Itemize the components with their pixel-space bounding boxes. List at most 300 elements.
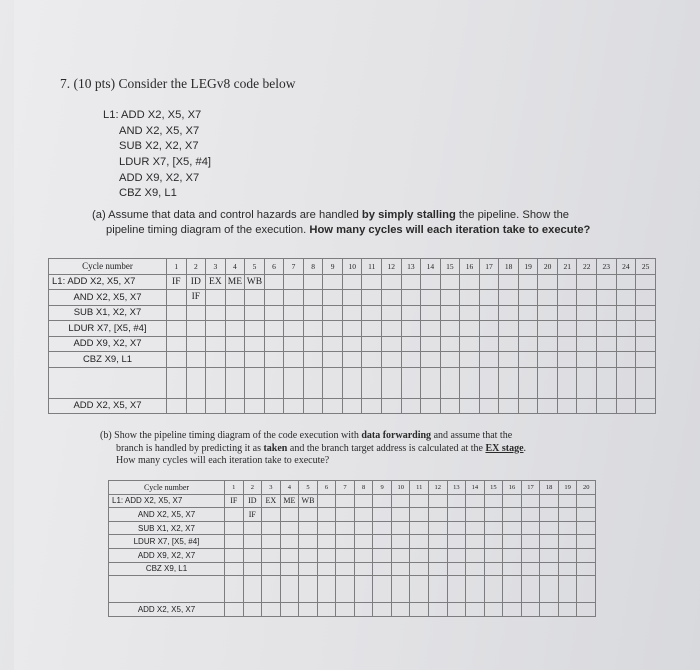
- stage-cell[interactable]: [373, 548, 392, 562]
- stage-cell[interactable]: [401, 336, 421, 352]
- stage-cell[interactable]: [186, 398, 206, 414]
- stage-cell[interactable]: [429, 562, 448, 576]
- stage-cell[interactable]: [410, 603, 429, 617]
- stage-cell[interactable]: [317, 494, 336, 508]
- stage-cell[interactable]: [167, 352, 187, 368]
- stage-cell[interactable]: [440, 352, 460, 368]
- stage-cell[interactable]: [167, 290, 187, 306]
- stage-cell[interactable]: [597, 321, 617, 337]
- stage-cell[interactable]: [303, 274, 323, 290]
- stage-cell[interactable]: [499, 321, 519, 337]
- stage-cell[interactable]: [299, 535, 318, 549]
- stage-cell[interactable]: [317, 535, 336, 549]
- stage-cell[interactable]: [225, 336, 245, 352]
- stage-cell[interactable]: [503, 494, 522, 508]
- stage-cell[interactable]: [264, 274, 284, 290]
- stage-cell[interactable]: [558, 603, 577, 617]
- stage-cell[interactable]: [636, 321, 656, 337]
- stage-cell[interactable]: [336, 508, 355, 522]
- stage-cell[interactable]: [225, 521, 244, 535]
- stage-cell[interactable]: [503, 535, 522, 549]
- stage-cell[interactable]: [373, 535, 392, 549]
- stage-cell[interactable]: [167, 305, 187, 321]
- stage-cell[interactable]: [577, 562, 596, 576]
- stage-cell[interactable]: [167, 336, 187, 352]
- stage-cell[interactable]: [410, 535, 429, 549]
- stage-cell[interactable]: [323, 274, 343, 290]
- stage-cell[interactable]: [447, 603, 466, 617]
- stage-cell[interactable]: [206, 398, 226, 414]
- stage-cell[interactable]: [577, 508, 596, 522]
- stage-cell[interactable]: [447, 548, 466, 562]
- stage-cell[interactable]: IF: [167, 274, 187, 290]
- stage-cell[interactable]: [373, 562, 392, 576]
- stage-cell[interactable]: [466, 576, 485, 603]
- stage-cell[interactable]: [538, 398, 558, 414]
- stage-cell[interactable]: [577, 576, 596, 603]
- stage-cell[interactable]: [391, 535, 410, 549]
- stage-cell[interactable]: [503, 603, 522, 617]
- stage-cell[interactable]: [538, 367, 558, 398]
- stage-cell[interactable]: [167, 367, 187, 398]
- stage-cell[interactable]: [167, 398, 187, 414]
- stage-cell[interactable]: [597, 290, 617, 306]
- stage-cell[interactable]: [186, 336, 206, 352]
- stage-cell[interactable]: [382, 305, 402, 321]
- stage-cell[interactable]: [206, 336, 226, 352]
- stage-cell[interactable]: [479, 305, 499, 321]
- stage-cell[interactable]: [540, 535, 559, 549]
- stage-cell[interactable]: [558, 535, 577, 549]
- stage-cell[interactable]: [538, 352, 558, 368]
- stage-cell[interactable]: [479, 321, 499, 337]
- stage-cell[interactable]: ID: [243, 494, 262, 508]
- stage-cell[interactable]: [421, 398, 441, 414]
- stage-cell[interactable]: [636, 398, 656, 414]
- stage-cell[interactable]: [616, 398, 636, 414]
- stage-cell[interactable]: [206, 367, 226, 398]
- stage-cell[interactable]: [382, 336, 402, 352]
- stage-cell[interactable]: [225, 535, 244, 549]
- stage-cell[interactable]: [167, 321, 187, 337]
- stage-cell[interactable]: [323, 367, 343, 398]
- stage-cell[interactable]: [597, 367, 617, 398]
- stage-cell[interactable]: [391, 521, 410, 535]
- stage-cell[interactable]: [421, 274, 441, 290]
- stage-cell[interactable]: [540, 494, 559, 508]
- stage-cell[interactable]: [354, 576, 373, 603]
- stage-cell[interactable]: [577, 305, 597, 321]
- stage-cell[interactable]: [421, 352, 441, 368]
- stage-cell[interactable]: [421, 321, 441, 337]
- stage-cell[interactable]: [429, 548, 448, 562]
- stage-cell[interactable]: [373, 508, 392, 522]
- stage-cell[interactable]: [280, 548, 299, 562]
- stage-cell[interactable]: [460, 305, 480, 321]
- stage-cell[interactable]: [484, 562, 503, 576]
- stage-cell[interactable]: [503, 521, 522, 535]
- stage-cell[interactable]: [342, 274, 362, 290]
- stage-cell[interactable]: [636, 290, 656, 306]
- stage-cell[interactable]: [280, 508, 299, 522]
- stage-cell[interactable]: [521, 494, 540, 508]
- stage-cell[interactable]: [262, 508, 281, 522]
- stage-cell[interactable]: [317, 548, 336, 562]
- stage-cell[interactable]: [336, 576, 355, 603]
- stage-cell[interactable]: [391, 494, 410, 508]
- stage-cell[interactable]: [245, 290, 265, 306]
- stage-cell[interactable]: [354, 562, 373, 576]
- stage-cell[interactable]: [186, 321, 206, 337]
- stage-cell[interactable]: [521, 548, 540, 562]
- stage-cell[interactable]: [538, 290, 558, 306]
- stage-cell[interactable]: [245, 398, 265, 414]
- stage-cell[interactable]: [323, 321, 343, 337]
- stage-cell[interactable]: [558, 548, 577, 562]
- stage-cell[interactable]: [521, 603, 540, 617]
- stage-cell[interactable]: [225, 321, 245, 337]
- stage-cell[interactable]: [518, 290, 538, 306]
- stage-cell[interactable]: [317, 562, 336, 576]
- stage-cell[interactable]: [540, 603, 559, 617]
- stage-cell[interactable]: [410, 521, 429, 535]
- stage-cell[interactable]: [284, 398, 304, 414]
- stage-cell[interactable]: EX: [262, 494, 281, 508]
- stage-cell[interactable]: [484, 508, 503, 522]
- stage-cell[interactable]: [401, 398, 421, 414]
- stage-cell[interactable]: [323, 398, 343, 414]
- stage-cell[interactable]: [636, 336, 656, 352]
- stage-cell[interactable]: [577, 603, 596, 617]
- stage-cell[interactable]: [484, 521, 503, 535]
- stage-cell[interactable]: [299, 576, 318, 603]
- stage-cell[interactable]: [410, 562, 429, 576]
- stage-cell[interactable]: [354, 494, 373, 508]
- stage-cell[interactable]: [521, 508, 540, 522]
- stage-cell[interactable]: [303, 336, 323, 352]
- stage-cell[interactable]: [440, 274, 460, 290]
- stage-cell[interactable]: [245, 305, 265, 321]
- stage-cell[interactable]: [362, 321, 382, 337]
- stage-cell[interactable]: [518, 367, 538, 398]
- stage-cell[interactable]: [401, 274, 421, 290]
- stage-cell[interactable]: [401, 367, 421, 398]
- stage-cell[interactable]: [382, 367, 402, 398]
- stage-cell[interactable]: [577, 548, 596, 562]
- stage-cell[interactable]: [373, 576, 392, 603]
- stage-cell[interactable]: [280, 576, 299, 603]
- stage-cell[interactable]: [280, 521, 299, 535]
- stage-cell[interactable]: [503, 562, 522, 576]
- stage-cell[interactable]: [616, 305, 636, 321]
- stage-cell[interactable]: [429, 603, 448, 617]
- stage-cell[interactable]: [466, 494, 485, 508]
- stage-cell[interactable]: IF: [225, 494, 244, 508]
- stage-cell[interactable]: [616, 274, 636, 290]
- stage-cell[interactable]: [540, 576, 559, 603]
- stage-cell[interactable]: [206, 321, 226, 337]
- stage-cell[interactable]: [284, 290, 304, 306]
- stage-cell[interactable]: [243, 562, 262, 576]
- stage-cell[interactable]: [354, 548, 373, 562]
- stage-cell[interactable]: IF: [186, 290, 206, 306]
- stage-cell[interactable]: [186, 367, 206, 398]
- stage-cell[interactable]: [362, 336, 382, 352]
- stage-cell[interactable]: [577, 367, 597, 398]
- stage-cell[interactable]: [186, 305, 206, 321]
- stage-cell[interactable]: [382, 274, 402, 290]
- stage-cell[interactable]: [342, 336, 362, 352]
- stage-cell[interactable]: [460, 367, 480, 398]
- stage-cell[interactable]: [466, 603, 485, 617]
- stage-cell[interactable]: [299, 508, 318, 522]
- stage-cell[interactable]: [518, 305, 538, 321]
- stage-cell[interactable]: [557, 367, 577, 398]
- stage-cell[interactable]: [262, 535, 281, 549]
- stage-cell[interactable]: [577, 398, 597, 414]
- stage-cell[interactable]: [303, 305, 323, 321]
- stage-cell[interactable]: [284, 367, 304, 398]
- stage-cell[interactable]: [597, 274, 617, 290]
- stage-cell[interactable]: [440, 290, 460, 306]
- stage-cell[interactable]: [466, 508, 485, 522]
- stage-cell[interactable]: [616, 367, 636, 398]
- stage-cell[interactable]: [558, 562, 577, 576]
- stage-cell[interactable]: [597, 305, 617, 321]
- stage-cell[interactable]: [225, 576, 244, 603]
- stage-cell[interactable]: [499, 274, 519, 290]
- stage-cell[interactable]: [558, 521, 577, 535]
- stage-cell[interactable]: [440, 336, 460, 352]
- stage-cell[interactable]: [479, 352, 499, 368]
- stage-cell[interactable]: [225, 398, 245, 414]
- stage-cell[interactable]: [299, 603, 318, 617]
- stage-cell[interactable]: [354, 508, 373, 522]
- stage-cell[interactable]: [225, 290, 245, 306]
- stage-cell[interactable]: [466, 535, 485, 549]
- stage-cell[interactable]: [479, 398, 499, 414]
- stage-cell[interactable]: [342, 321, 362, 337]
- stage-cell[interactable]: [557, 321, 577, 337]
- stage-cell[interactable]: [225, 305, 245, 321]
- stage-cell[interactable]: [557, 274, 577, 290]
- stage-cell[interactable]: [303, 367, 323, 398]
- stage-cell[interactable]: [262, 576, 281, 603]
- stage-cell[interactable]: [518, 336, 538, 352]
- stage-cell[interactable]: [484, 603, 503, 617]
- stage-cell[interactable]: WB: [299, 494, 318, 508]
- stage-cell[interactable]: [373, 603, 392, 617]
- stage-cell[interactable]: [336, 603, 355, 617]
- stage-cell[interactable]: [245, 352, 265, 368]
- stage-cell[interactable]: [280, 562, 299, 576]
- stage-cell[interactable]: [440, 398, 460, 414]
- stage-cell[interactable]: [460, 352, 480, 368]
- stage-cell[interactable]: [410, 508, 429, 522]
- stage-cell[interactable]: [499, 367, 519, 398]
- stage-cell[interactable]: [518, 398, 538, 414]
- stage-cell[interactable]: [284, 274, 304, 290]
- stage-cell[interactable]: [317, 508, 336, 522]
- stage-cell[interactable]: [243, 548, 262, 562]
- stage-cell[interactable]: [317, 603, 336, 617]
- stage-cell[interactable]: [499, 336, 519, 352]
- stage-cell[interactable]: [460, 398, 480, 414]
- stage-cell[interactable]: [557, 398, 577, 414]
- stage-cell[interactable]: [317, 521, 336, 535]
- stage-cell[interactable]: [373, 494, 392, 508]
- stage-cell[interactable]: [243, 521, 262, 535]
- stage-cell[interactable]: [323, 336, 343, 352]
- stage-cell[interactable]: [323, 305, 343, 321]
- stage-cell[interactable]: [410, 576, 429, 603]
- stage-cell[interactable]: [280, 535, 299, 549]
- stage-cell[interactable]: [382, 352, 402, 368]
- stage-cell[interactable]: [521, 535, 540, 549]
- stage-cell[interactable]: [264, 367, 284, 398]
- stage-cell[interactable]: [484, 494, 503, 508]
- stage-cell[interactable]: [421, 336, 441, 352]
- stage-cell[interactable]: [616, 290, 636, 306]
- stage-cell[interactable]: [225, 352, 245, 368]
- stage-cell[interactable]: IF: [243, 508, 262, 522]
- stage-cell[interactable]: [401, 305, 421, 321]
- stage-cell[interactable]: [262, 521, 281, 535]
- stage-cell[interactable]: [342, 305, 362, 321]
- stage-cell[interactable]: [362, 274, 382, 290]
- stage-cell[interactable]: [245, 367, 265, 398]
- stage-cell[interactable]: [336, 562, 355, 576]
- stage-cell[interactable]: [262, 562, 281, 576]
- stage-cell[interactable]: [421, 367, 441, 398]
- stage-cell[interactable]: [410, 548, 429, 562]
- stage-cell[interactable]: [421, 290, 441, 306]
- stage-cell[interactable]: [206, 290, 226, 306]
- stage-cell[interactable]: [264, 336, 284, 352]
- stage-cell[interactable]: [206, 305, 226, 321]
- stage-cell[interactable]: [518, 352, 538, 368]
- stage-cell[interactable]: [299, 548, 318, 562]
- stage-cell[interactable]: [447, 508, 466, 522]
- stage-cell[interactable]: [225, 562, 244, 576]
- stage-cell[interactable]: [597, 352, 617, 368]
- stage-cell[interactable]: [303, 321, 323, 337]
- stage-cell[interactable]: ID: [186, 274, 206, 290]
- stage-cell[interactable]: [243, 535, 262, 549]
- stage-cell[interactable]: [336, 521, 355, 535]
- stage-cell[interactable]: [429, 576, 448, 603]
- stage-cell[interactable]: [557, 352, 577, 368]
- stage-cell[interactable]: [484, 535, 503, 549]
- stage-cell[interactable]: [401, 352, 421, 368]
- stage-cell[interactable]: [460, 290, 480, 306]
- stage-cell[interactable]: [538, 305, 558, 321]
- stage-cell[interactable]: [616, 336, 636, 352]
- stage-cell[interactable]: [479, 290, 499, 306]
- stage-cell[interactable]: [499, 290, 519, 306]
- stage-cell[interactable]: [538, 321, 558, 337]
- stage-cell[interactable]: [503, 508, 522, 522]
- stage-cell[interactable]: [636, 305, 656, 321]
- stage-cell[interactable]: [264, 290, 284, 306]
- stage-cell[interactable]: [460, 274, 480, 290]
- stage-cell[interactable]: [264, 398, 284, 414]
- stage-cell[interactable]: [225, 603, 244, 617]
- stage-cell[interactable]: [245, 336, 265, 352]
- stage-cell[interactable]: [577, 521, 596, 535]
- stage-cell[interactable]: [206, 352, 226, 368]
- stage-cell[interactable]: [484, 548, 503, 562]
- stage-cell[interactable]: [429, 508, 448, 522]
- stage-cell[interactable]: [336, 535, 355, 549]
- stage-cell[interactable]: [616, 321, 636, 337]
- stage-cell[interactable]: [538, 274, 558, 290]
- stage-cell[interactable]: [299, 521, 318, 535]
- stage-cell[interactable]: [262, 548, 281, 562]
- stage-cell[interactable]: [354, 535, 373, 549]
- stage-cell[interactable]: [538, 336, 558, 352]
- stage-cell[interactable]: [323, 290, 343, 306]
- stage-cell[interactable]: [540, 521, 559, 535]
- stage-cell[interactable]: [577, 336, 597, 352]
- stage-cell[interactable]: [460, 336, 480, 352]
- stage-cell[interactable]: EX: [206, 274, 226, 290]
- stage-cell[interactable]: [447, 494, 466, 508]
- stage-cell[interactable]: [245, 321, 265, 337]
- stage-cell[interactable]: [264, 305, 284, 321]
- stage-cell[interactable]: [342, 352, 362, 368]
- stage-cell[interactable]: [447, 521, 466, 535]
- stage-cell[interactable]: [336, 548, 355, 562]
- stage-cell[interactable]: [558, 508, 577, 522]
- stage-cell[interactable]: [447, 576, 466, 603]
- stage-cell[interactable]: [264, 321, 284, 337]
- stage-cell[interactable]: [429, 535, 448, 549]
- stage-cell[interactable]: [323, 352, 343, 368]
- stage-cell[interactable]: [429, 494, 448, 508]
- stage-cell[interactable]: [382, 321, 402, 337]
- stage-cell[interactable]: [503, 576, 522, 603]
- stage-cell[interactable]: [299, 562, 318, 576]
- stage-cell[interactable]: [429, 521, 448, 535]
- stage-cell[interactable]: [262, 603, 281, 617]
- stage-cell[interactable]: [521, 521, 540, 535]
- stage-cell[interactable]: [447, 535, 466, 549]
- stage-cell[interactable]: [636, 274, 656, 290]
- stage-cell[interactable]: [382, 290, 402, 306]
- stage-cell[interactable]: [303, 352, 323, 368]
- stage-cell[interactable]: [354, 603, 373, 617]
- stage-cell[interactable]: [440, 321, 460, 337]
- stage-cell[interactable]: [518, 274, 538, 290]
- stage-cell[interactable]: [440, 305, 460, 321]
- stage-cell[interactable]: [391, 562, 410, 576]
- stage-cell[interactable]: [264, 352, 284, 368]
- stage-cell[interactable]: [284, 336, 304, 352]
- stage-cell[interactable]: [597, 336, 617, 352]
- stage-cell[interactable]: [303, 398, 323, 414]
- stage-cell[interactable]: [499, 352, 519, 368]
- stage-cell[interactable]: [447, 562, 466, 576]
- stage-cell[interactable]: [636, 367, 656, 398]
- stage-cell[interactable]: [557, 336, 577, 352]
- stage-cell[interactable]: [401, 321, 421, 337]
- stage-cell[interactable]: [243, 576, 262, 603]
- stage-cell[interactable]: [391, 603, 410, 617]
- stage-cell[interactable]: [577, 535, 596, 549]
- stage-cell[interactable]: [577, 274, 597, 290]
- stage-cell[interactable]: [354, 521, 373, 535]
